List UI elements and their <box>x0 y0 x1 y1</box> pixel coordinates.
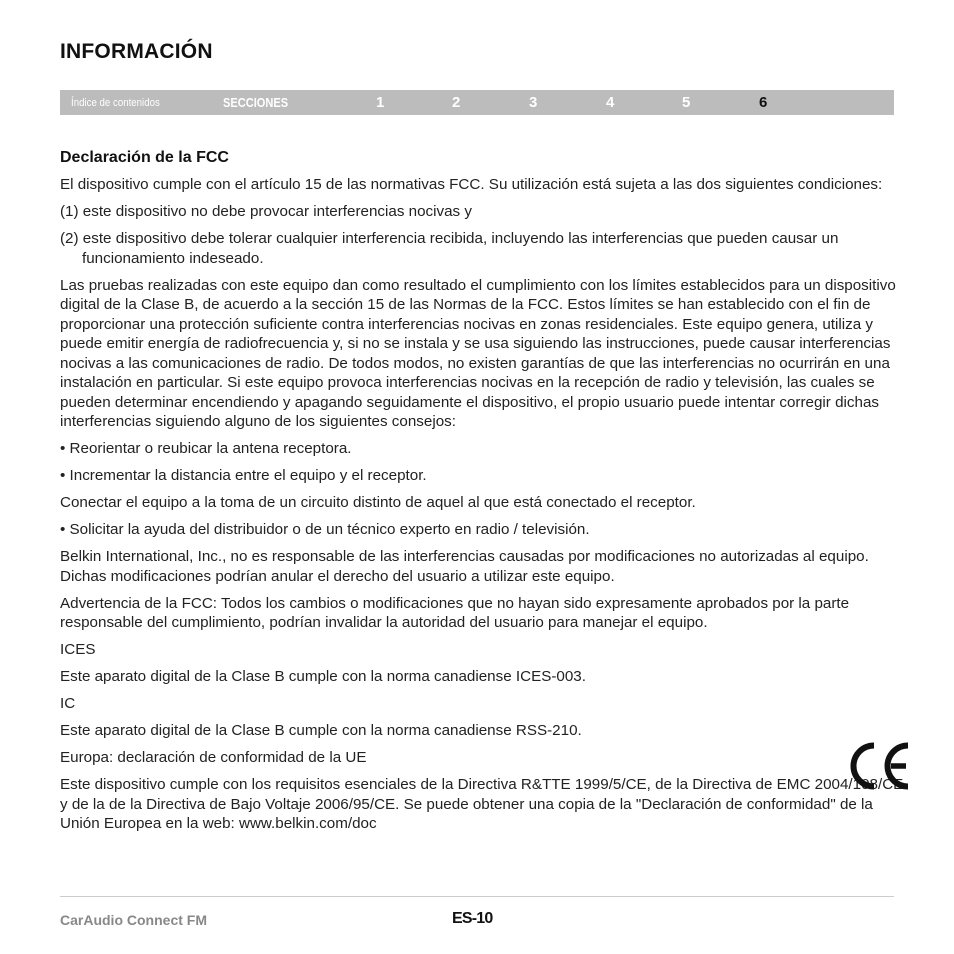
ce-mark-icon <box>845 742 911 790</box>
label-ic: IC <box>60 695 76 712</box>
page-content <box>60 148 912 841</box>
bullet-distance: • Incrementar la distancia entre el equipo y el receptor. <box>60 467 427 484</box>
nav-section-6-active[interactable]: 6 <box>759 94 768 111</box>
nav-section-1[interactable]: 1 <box>376 94 385 111</box>
paragraph-condition-2: (2) este dispositivo debe tolerar cualquier interferencia recibida, incluyendo las interferencias que pueden causar un funcionamiento indeseado. <box>60 230 839 267</box>
paragraph-class-b: Las pruebas realizadas con este equipo dan como resultado el cumplimiento con los límites establecidos para un dispositivo digital de la Clase B, de acuerdo a la sección 15 de las Normas de la FCC. Estos límites se han establecido con el fin de proporcionar una protección suficiente contra interferencias nocivas en zonas residenciales. Este equipo genera, utiliza y puede emitir energía de radiofrecuencia y, si no se instala y se usa siguiendo las instrucciones, puede causar interferencias nocivas a las comunicaciones de radio. De todos modos, no existen garantías de que las interferencias no ocurrirán en una instalación en particular. Si este equipo provoca interferencias nocivas en la recepción de radio y televisión, las cuales se pueden determinar encendiendo y apagando seguidamente el dispositivo, el propio usuario puede intentar corregir dichas interferencias siguiendo alguno de los siguientes consejos: <box>60 276 896 430</box>
nav-section-2[interactable]: 2 <box>452 94 461 111</box>
nav-section-3[interactable]: 3 <box>529 94 538 111</box>
nav-section-4[interactable]: 4 <box>606 94 615 111</box>
bullet-reorient: • Reorientar o reubicar la antena receptora. <box>60 440 352 457</box>
nav-sections-label: SECCIONES <box>223 95 289 110</box>
nav-index-link[interactable]: Índice de contenidos <box>71 97 160 109</box>
section-nav-bar <box>60 90 894 115</box>
footer-divider <box>60 896 894 897</box>
paragraph-fcc-warning: Advertencia de la FCC: Todos los cambios o modificaciones que no hayan sido expresamente aprobados por la parte responsable del cumplimiento, podrían invalidar la autoridad del usuario para manejar el equipo. <box>60 594 850 631</box>
nav-section-5[interactable]: 5 <box>682 94 691 111</box>
section-heading: Declaración de la FCC <box>60 149 229 166</box>
paragraph-condition-1: (1) este dispositivo no debe provocar interferencias nocivas y <box>60 203 472 220</box>
paragraph-ic: Este aparato digital de la Clase B cumple con la norma canadiense RSS-210. <box>60 722 582 739</box>
label-eu: Europa: declaración de conformidad de la UE <box>60 749 367 766</box>
footer-product-name: CarAudio Connect FM <box>60 912 207 928</box>
paragraph-belkin: Belkin International, Inc., no es responsable de las interferencias causadas por modificaciones no autorizadas al equipo. Dichas modificaciones podrían anular el derecho del usuario a utilizar este equipo. <box>60 548 869 585</box>
page-title: INFORMACIÓN <box>60 40 213 63</box>
paragraph-intro: El dispositivo cumple con el artículo 15 de las normativas FCC. Su utilización está sujeta a las dos siguientes condiciones: <box>60 176 883 193</box>
paragraph-ices: Este aparato digital de la Clase B cumple con la norma canadiense ICES-003. <box>60 668 586 685</box>
paragraph-eu: Este dispositivo cumple con los requisitos esenciales de la Directiva R&TTE 1999/5/CE, de la Directiva de EMC 2004/108/CE y de la de la Directiva de Bajo Voltaje 2006/95/CE. Se puede obtener una copia de la "Declaración de conformidad" de la Unión Europea en la web: www.belkin.com/doc <box>60 776 904 832</box>
paragraph-circuit: Conectar el equipo a la toma de un circuito distinto de aquel al que está conectado el receptor. <box>60 494 696 511</box>
footer-page-number: ES-10 <box>452 910 493 927</box>
bullet-help: • Solicitar la ayuda del distribuidor o de un técnico experto en radio / televisión. <box>60 521 590 538</box>
label-ices: ICES <box>60 641 96 658</box>
